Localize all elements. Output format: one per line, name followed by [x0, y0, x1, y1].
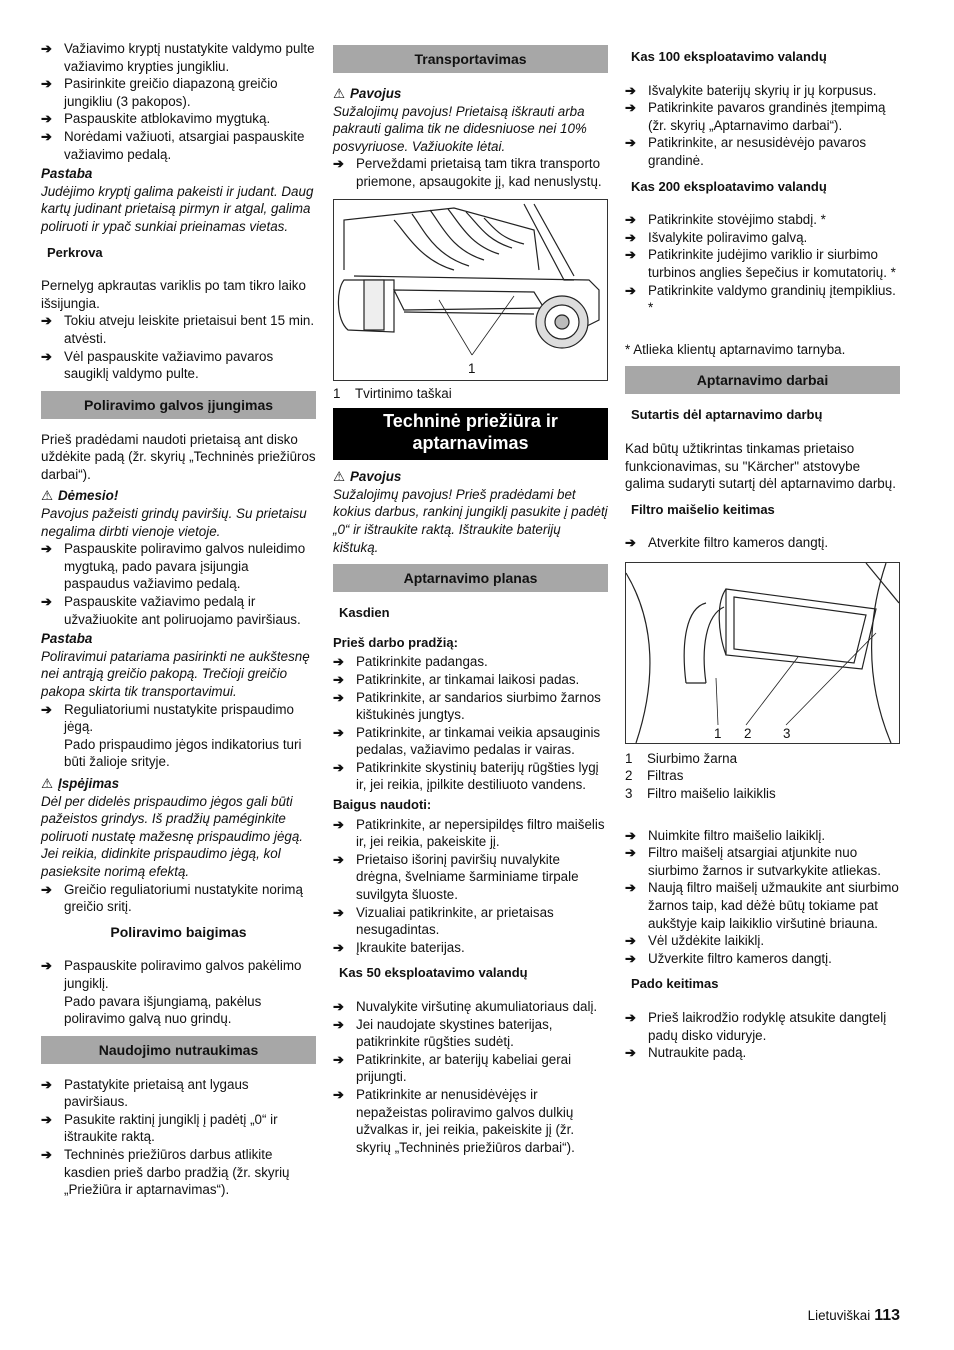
arrow-icon: ➔: [41, 701, 52, 717]
before-work-heading: Prieš darbo pradžią:: [333, 634, 458, 650]
list-item: ➔ Paspauskite važiavimo pedalą ir užvažiuokite ant poliruojamo paviršiaus.: [41, 594, 301, 627]
list-item: ➔ Užverkite filtro kameros dangtį.: [625, 950, 832, 966]
arrow-icon: ➔: [625, 880, 636, 896]
list-item: ➔ Vėl paspauskite važiavimo pavaros saugiklį valdymo pulte.: [41, 348, 274, 382]
section-heading-transport: Transportavimas: [333, 45, 608, 73]
section-heading-maintenance-plan: Aptarnavimo planas: [333, 564, 608, 592]
arrow-icon: ➔: [625, 950, 636, 966]
list-item: ➔ Patikrinkite judėjimo variklio ir siurbimo turbinos anglies šepečius ir komutatorių. *: [625, 247, 896, 280]
arrow-icon: ➔: [41, 541, 52, 557]
arrow-icon: ➔: [333, 1086, 344, 1102]
overload-heading: Perkrova: [47, 244, 103, 260]
arrow-icon: ➔: [625, 933, 636, 949]
arrow-icon: ➔: [41, 594, 52, 610]
contract-text: Kad būtų užtikrintas tinkamas prietaiso funkcionavimas, su "Kärcher" atstovybe galima sudaryti sutartį dėl aptarnavimo darbų.: [625, 440, 896, 492]
daily-heading: Kasdien: [339, 605, 390, 621]
every-200h-heading: Kas 200 eksploatavimo valandų: [631, 178, 827, 194]
arrow-icon: ➔: [333, 156, 344, 172]
note-title: Pastaba: [41, 166, 93, 182]
contract-heading: Sutartis dėl aptarnavimo darbų: [631, 407, 823, 423]
note-text: Poliravimui patariama pasirinkti ne aukštesnę nei antrąją greičio pakopą. Trečioji greičio pakopa skirta tik transportavimui.: [41, 648, 310, 699]
arrow-icon: ➔: [333, 671, 344, 687]
list-item: ➔ Patikrinkite, ar baterijų kabeliai gerai prijungti.: [333, 1051, 572, 1085]
arrow-icon: ➔: [333, 759, 344, 775]
danger-text: Sužalojimų pavojus! Prieš pradėdami bet kokius darbus, rankinį jungiklį pasukite į padėtį „0“ ir ištraukite raktą. Ištraukite baterijų kištuką.: [333, 486, 608, 555]
list-item: ➔ Techninės priežiūros darbus atlikite kasdien prieš darbo pradžią (žr. skyrių „Priežiūra ir aptarnavimas“).: [41, 1147, 290, 1198]
list-item: ➔ Reguliatoriumi nustatykite prispaudimo jėgą. Pado prispaudimo jėgos indikatorius turi būti žalioje srityje.: [41, 701, 302, 770]
arrow-icon: ➔: [41, 76, 52, 92]
list-item: ➔ Paspauskite poliravimo galvos nuleidimo mygtuką, pado pavara įsijungia paspaudus važiavimo pedalą.: [41, 541, 306, 592]
list-item: ➔ Perveždami prietaisą tam tikra transporto priemone, apsaugokite jį, kad nenuslystų.: [333, 156, 602, 189]
figure-caption: 1 Tvirtinimo taškai: [333, 385, 452, 401]
footer-language: Lietuviškai: [807, 1308, 871, 1323]
list-item: ➔ Patikrinkite padangas.: [333, 654, 488, 670]
arrow-icon: ➔: [333, 939, 344, 955]
arrow-icon: ➔: [333, 999, 344, 1014]
list-item: ➔ Prietaiso išorinį paviršių nuvalykite drėgna, švelniame šarminiame tirpale suvilgyta šluoste.: [333, 851, 579, 903]
warning-icon: ⚠: [333, 86, 346, 101]
arrow-icon: ➔: [333, 1051, 344, 1067]
footnote: * Atlieka klientų aptarnavimo tarnyba.: [625, 341, 846, 357]
danger-text: Sužalojimų pavojus! Prietaisą iškrauti arba pakrauti galima tik ne didesniuose nei 10% posvyriuose. Važiuokite lėtai.: [333, 103, 587, 154]
warning-icon: ⚠: [333, 469, 346, 485]
arrow-icon: ➔: [41, 313, 52, 329]
figure-legend: [625, 750, 900, 803]
note-title: Pastaba: [41, 631, 93, 647]
list-item: ➔ Patikrinkite, ar nesusidėvėjo pavaros grandinė.: [625, 135, 867, 168]
figure-callout-1: 1: [714, 725, 722, 741]
page-number: 113: [874, 1307, 900, 1324]
legend-item: 2 Filtras: [625, 768, 684, 784]
transport-figure: [333, 199, 608, 381]
figure-callout-2: 2: [744, 725, 752, 741]
every-100h-heading: Kas 100 eksploatavimo valandų: [631, 49, 827, 64]
list-item: ➔ Patikrinkite ar nenusidėvėjęs ir nepažeistas poliravimo galvos dulkių užvalkas ir, jei reikia, pakeiskite jį (žr. skyrių „Techninės priežiūros darbai“).: [333, 1086, 575, 1155]
list-item: ➔ Pasirinkite greičio diapazoną greičio jungikliu (3 pakopos).: [41, 76, 278, 109]
filter-illustration: [626, 563, 899, 743]
legend-item: 3 Filtro maišelio laikiklis: [625, 786, 776, 802]
legend-item: 1 Siurbimo žarna: [625, 750, 738, 766]
list-item: ➔ Prieš laikrodžio rodyklę atsukite dangtelį padų disko viduryje.: [625, 1010, 887, 1043]
section-heading-stop-use: Naudojimo nutraukimas: [41, 1036, 316, 1064]
list-item: ➔ Išvalykite poliravimo galvą.: [625, 229, 808, 245]
list-item: ➔ Patikrinkite skystinių baterijų rūgšties lygį ir, jei reikia, įpilkite destiliuoto vandens.: [333, 759, 599, 793]
list-item: ➔ Paspauskite poliravimo galvos pakėlimo jungiklį. Pado pavara išjungiamą, pakėlus poliravimo galvą nuo grindų.: [41, 958, 302, 1027]
arrow-icon: ➔: [333, 816, 344, 832]
arrow-icon: ➔: [625, 82, 636, 98]
warning-icon: ⚠: [41, 488, 54, 504]
arrow-icon: ➔: [625, 1045, 636, 1061]
attention-text: Pavojus pažeisti grindų paviršių. Su prietaisu negalima dirbti vienoje vietoje.: [41, 506, 307, 539]
column-1: [41, 40, 316, 1199]
page-footer: [808, 1307, 900, 1325]
list-item: ➔ Vizualiai patikrinkite, ar prietaisas nesugadintas.: [333, 904, 554, 938]
arrow-icon: ➔: [41, 348, 52, 364]
arrow-icon: ➔: [41, 41, 52, 56]
arrow-icon: ➔: [333, 689, 344, 705]
column-3: [625, 40, 900, 1062]
section-heading-service-work: Aptarnavimo darbai: [625, 366, 900, 394]
list-item: ➔ Patikrinkite stovėjimo stabdį. *: [625, 212, 826, 228]
arrow-icon: ➔: [333, 904, 344, 920]
every-50h-heading: Kas 50 eksploatavimo valandų: [339, 965, 528, 981]
list-item: ➔ Nutraukite padą.: [625, 1045, 747, 1061]
arrow-icon: ➔: [41, 1111, 52, 1127]
list-item: ➔ Nuimkite filtro maišelio laikiklį.: [625, 827, 826, 843]
warning-text: Dėl per didelės prispaudimo jėgos gali būti pažeistos grindys. Iš pradžių paméginkite poliruoti nustatę mažesnę prispaudimo jėgą. Jei reikia, didinkite prispaudimo jėgą, kol pasieksite norimą efektą.: [41, 793, 304, 879]
list-drive: [41, 40, 316, 163]
arrow-icon: ➔: [625, 282, 636, 298]
list-item: ➔ Paspauskite atblokavimo mygtuką.: [41, 111, 271, 127]
list-item: ➔ Tokiu atveju leiskite prietaisui bent 15 min. atvėsti.: [41, 313, 315, 346]
column-2: [333, 45, 608, 1156]
overload-text: Pernelyg apkrautas variklis po tam tikro laiko išsijungia.: [41, 278, 306, 311]
arrow-icon: ➔: [41, 1076, 52, 1092]
arrow-icon: ➔: [625, 845, 636, 861]
machine-illustration: [334, 200, 607, 380]
list-item: ➔ Išvalykite baterijų skyrių ir jų korpusus.: [625, 82, 877, 98]
list-item: ➔ Pasukite raktinį jungiklį į padėtį „0“ ir ištraukite raktą.: [41, 1111, 278, 1145]
note-text: Judėjimo kryptį galima pakeisti ir judant. Daug kartų judinant prietaisą pirmyn ir atgal, galima poliruoti ir ypač sunkiai prieinamas vietas.: [41, 183, 314, 234]
list-item: ➔ Greičio reguliatoriumi nustatykite norimą greičio sritį.: [41, 881, 303, 915]
chapter-title: Techninė priežiūra ir aptarnavimas: [333, 408, 608, 460]
warning-title: ⚠ Įspėjimas: [41, 775, 120, 791]
list-item: ➔ Pastatykite prietaisą ant lygaus paviršiaus.: [41, 1076, 249, 1110]
section-text: Prieš pradėdami naudoti prietaisą ant disko uždėkite padą (žr. skyrių „Techninės priežiūros darbai“).: [41, 431, 316, 482]
arrow-icon: ➔: [625, 247, 636, 263]
list-item: ➔ Norėdami važiuoti, atsargiai paspauskite važiavimo pedalą.: [41, 128, 305, 162]
arrow-icon: ➔: [41, 111, 52, 127]
arrow-icon: ➔: [625, 535, 636, 551]
arrow-icon: ➔: [41, 881, 52, 897]
list-item: ➔ Patikrinkite pavaros grandinės įtempimą (žr. skyrių „Aptarnavimo darbai“).: [625, 100, 886, 133]
figure-callout-3: 3: [783, 725, 791, 741]
arrow-icon: ➔: [625, 212, 636, 228]
finish-polishing-heading: Poliravimo baigimas: [110, 923, 247, 940]
arrow-icon: ➔: [333, 654, 344, 670]
arrow-icon: ➔: [625, 229, 636, 245]
list-item: ➔ Patikrinkite valdymo grandinių įtempiklius. *: [625, 282, 896, 316]
section-heading-polishing-head-on: Poliravimo galvos įjungimas: [41, 391, 316, 419]
warning-icon: ⚠: [41, 775, 54, 791]
list-item: ➔ Jei naudojate skystines baterijas, patikrinkite rūgšties sudėtį.: [333, 1016, 553, 1050]
arrow-icon: ➔: [41, 1147, 52, 1163]
arrow-icon: ➔: [41, 958, 52, 974]
list-item: ➔ Patikrinkite, ar sandarios siurbimo žarnos kištukinės jungtys.: [333, 689, 601, 723]
figure-callout-1: 1: [468, 360, 476, 376]
list-item: ➔ Patikrinkite, ar tinkamai laikosi padas.: [333, 671, 580, 687]
list-item: ➔ Nuvalykite viršutinę akumuliatoriaus dalį.: [333, 999, 598, 1014]
arrow-icon: ➔: [333, 851, 344, 867]
list-item: ➔ Vėl uždėkite laikiklį.: [625, 933, 765, 949]
arrow-icon: ➔: [333, 724, 344, 740]
arrow-icon: ➔: [625, 1010, 636, 1025]
list-item: ➔ Važiavimo kryptį nustatykite valdymo pulte važiavimo krypties jungikliu.: [41, 41, 315, 74]
after-use-heading: Baigus naudoti:: [333, 797, 432, 813]
list-item: ➔ Naują filtro maišelį užmaukite ant siurbimo žarnos taip, kad dėžė būtų tokiame pat aukštyje kaip laikiklio viršutinė briauna.: [625, 880, 899, 931]
list-item: ➔ Patikrinkite, ar nepersipildęs filtro maišelis ir, jei reikia, pakeiskite jį.: [333, 816, 605, 850]
list-item: ➔ Atverkite filtro kameros dangtį.: [625, 535, 829, 551]
danger-title: ⚠ Pavojus: [333, 86, 402, 101]
attention-title: ⚠ Dėmesio!: [41, 488, 119, 504]
filter-bag-heading: Filtro maišelio keitimas: [631, 501, 775, 517]
arrow-icon: ➔: [41, 128, 52, 144]
arrow-icon: ➔: [625, 100, 636, 116]
arrow-icon: ➔: [625, 135, 636, 151]
list-item: ➔ Patikrinkite, ar tinkamai veikia apsauginis pedalas, važiavimo pedalas ir vairas.: [333, 724, 601, 758]
list-item: ➔ Įkraukite baterijas.: [333, 939, 465, 955]
pad-change-heading: Pado keitimas: [631, 976, 719, 992]
filter-figure: [625, 562, 900, 744]
list-item: ➔ Filtro maišelį atsargiai atjunkite nuo siurbimo žarnos ir sutvarkykite atliekas.: [625, 845, 881, 878]
danger-title: ⚠ Pavojus: [333, 469, 402, 485]
arrow-icon: ➔: [625, 827, 636, 843]
arrow-icon: ➔: [333, 1016, 344, 1032]
